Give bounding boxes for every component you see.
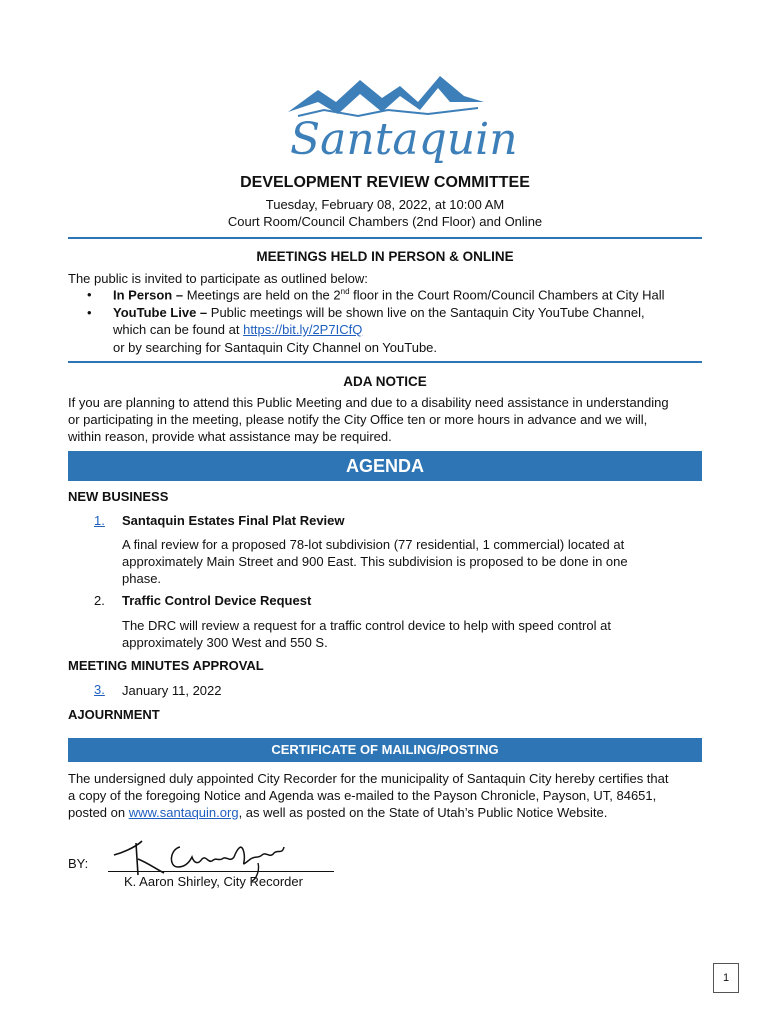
certificate-heading: CERTIFICATE OF MAILING/POSTING [68,738,702,762]
website-link[interactable]: www.santaquin.org [128,805,239,820]
minutes-heading: MEETING MINUTES APPROVAL [68,658,264,673]
item-desc-line: A final review for a proposed 78-lot subdivision (77 residential, 1 commercial) located at [122,537,625,552]
meetings-intro: The public is invited to participate as outlined below: [68,271,368,286]
divider [68,361,702,363]
page-title: DEVELOPMENT REVIEW COMMITTEE [240,174,530,191]
certificate-line: a copy of the foregoing Notice and Agenda was e-mailed to the Payson Chronicle, Payson, UT, 84651, [68,788,657,803]
youtube-search-line: or by searching for Santaquin City Channel on YouTube. [113,340,438,355]
item-desc-line: approximately Main Street and 900 East. This subdivision is proposed to be done in one [122,554,628,569]
ada-line: If you are planning to attend this Public Meeting and due to a disability need assistance in understanding [68,395,669,410]
new-business-heading: NEW BUSINESS [68,489,169,504]
certificate-line: posted on www.santaquin.org, as well as posted on the State of Utah’s Public Notice Website. [68,805,608,820]
ada-line: within reason, provide what assistance may be required. [68,429,392,444]
agenda-heading: AGENDA [68,451,702,481]
item-desc-line: The DRC will review a request for a traffic control device to help with speed control at [122,618,611,633]
meeting-date: Tuesday, February 08, 2022, at 10:00 AM [265,197,505,212]
minutes-item: January 11, 2022 [122,683,222,698]
in-person-line: In Person – Meetings are held on the 2nd floor in the Court Room/Council Chambers at City Hall [113,287,665,303]
signer-name: K. Aaron Shirley, City Recorder [124,874,303,889]
item-number: 2. [94,593,105,608]
meeting-location: Court Room/Council Chambers (2nd Floor) and Online [227,214,543,229]
divider [68,237,702,239]
ada-line: or participating in the meeting, please notify the City Office ten or more hours in advance and we will, [68,412,648,427]
youtube-link-line: which can be found at https://bit.ly/2P7ICfQ [113,322,363,337]
santaquin-logo [278,72,518,172]
by-label: BY: [68,856,89,871]
svg-text:Santaquin: Santaquin [290,114,518,165]
item-title: Santaquin Estates Final Plat Review [122,513,345,528]
item-desc-line: phase. [122,571,162,586]
page-number: 1 [713,963,739,993]
youtube-link[interactable]: https://bit.ly/2P7ICfQ [243,322,363,337]
item-title: Traffic Control Device Request [122,593,312,608]
adjournment-heading: AJOURNMENT [68,707,160,722]
signature-line [108,871,334,872]
youtube-line: YouTube Live – Public meetings will be shown live on the Santaquin City YouTube Channel, [113,305,645,320]
ada-heading: ADA NOTICE [343,374,427,389]
minutes-number-link[interactable]: 3. [94,682,105,697]
bullet-icon: • [87,287,92,302]
item-desc-line: approximately 300 West and 550 S. [122,635,328,650]
meetings-heading: MEETINGS HELD IN PERSON & ONLINE [256,249,514,264]
item-number-link[interactable]: 1. [94,513,105,528]
certificate-line: The undersigned duly appointed City Recorder for the municipality of Santaquin City hereby certifies that [68,771,669,786]
bullet-icon: • [87,305,92,320]
